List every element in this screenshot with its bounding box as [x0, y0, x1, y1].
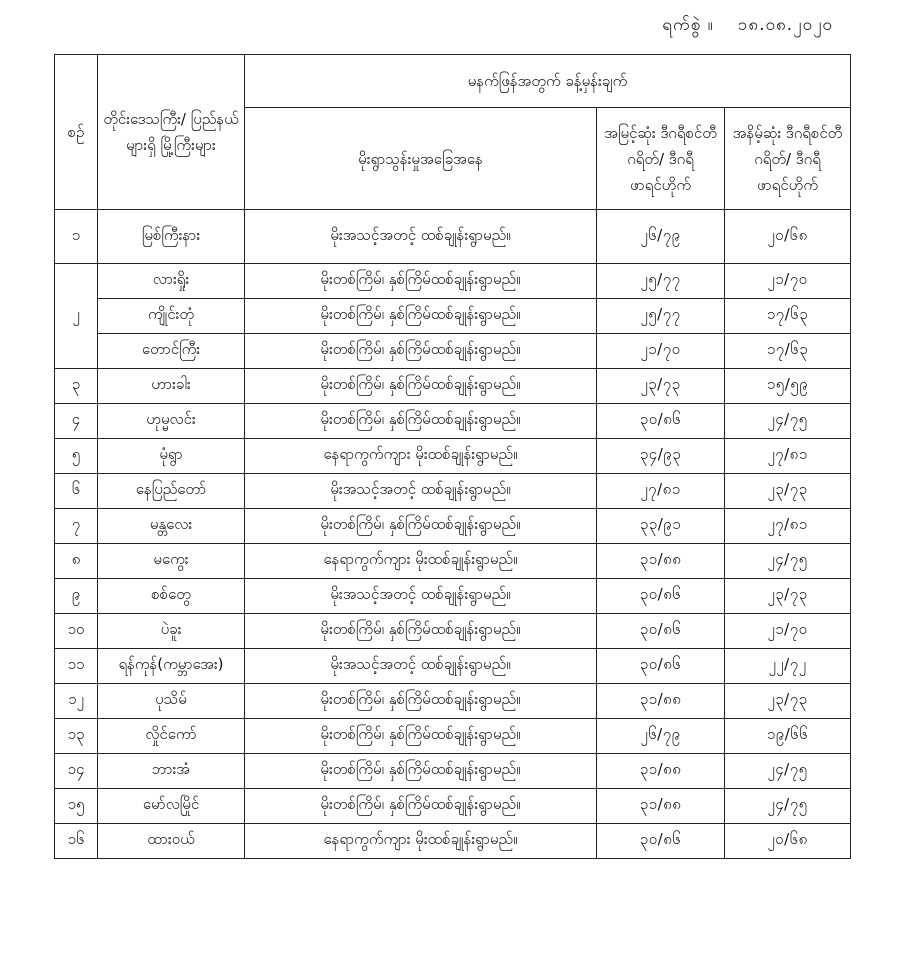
row-min-temp: ၁၅/၅၉ [725, 369, 851, 404]
table-row [55, 789, 851, 824]
table-row [55, 509, 851, 544]
row-city: လှိုင်ကော် [98, 719, 245, 754]
row-min-temp: ၁၇/၆၃ [725, 299, 851, 334]
row-max-temp: ၃၀/၈၆ [597, 404, 725, 439]
row-no: ၃ [55, 369, 98, 404]
row-max-temp: ၂၁/၇၀ [597, 334, 725, 369]
table-row [55, 369, 851, 404]
row-condition: နေရာကွက်ကျား မိုးထစ်ချုန်းရွာမည်။ [245, 544, 597, 579]
row-min-temp: ၂၄/၇၅ [725, 754, 851, 789]
row-condition: မိုးတစ်ကြိမ်၊ နှစ်ကြိမ်ထစ်ချုန်းရွာမည်။ [245, 614, 597, 649]
row-min-temp: ၁၉/၆၆ [725, 719, 851, 754]
table-row [55, 719, 851, 754]
header-max-temp-text: အမြင့်ဆုံး ဒီဂရီစင်တီဂရိတ်/ ဒီဂရီဖာရင်ဟိုက် [604, 123, 717, 194]
row-max-temp: ၃၁/၈၈ [597, 684, 725, 719]
row-no: ၆ [55, 474, 98, 509]
table-row [55, 649, 851, 684]
row-min-temp: ၂၄/၇၅ [725, 404, 851, 439]
row-max-temp: ၂၆/၇၉ [597, 719, 725, 754]
row-no: ၁၁ [55, 649, 98, 684]
row-no: ၁၂ [55, 684, 98, 719]
row-city: မကွေး [98, 544, 245, 579]
row-max-temp: ၂၇/၈၁ [597, 474, 725, 509]
row-city: လားရှိုး [98, 264, 245, 299]
row-city: မုံရွာ [98, 439, 245, 474]
header-condition: မိုးရွာသွန်းမှုအခြေအနေ [245, 108, 597, 210]
header-max-temp [597, 108, 725, 210]
row-no: ၉ [55, 579, 98, 614]
row-city: ပုသိမ် [98, 684, 245, 719]
row-max-temp: ၃၀/၈၆ [597, 579, 725, 614]
row-max-temp: ၂၅/၇၇ [597, 299, 725, 334]
row-max-temp: ၃၀/၈၆ [597, 614, 725, 649]
row-max-temp: ၃၀/၈၆ [597, 649, 725, 684]
header-min-temp-text: အနိမ့်ဆုံး ဒီဂရီစင်တီဂရိတ်/ ဒီဂရီဖာရင်ဟိုက် [732, 123, 843, 194]
row-condition: နေရာကွက်ကျား မိုးထစ်ချုန်းရွာမည်။ [245, 439, 597, 474]
row-condition: မိုးတစ်ကြိမ်၊ နှစ်ကြိမ်ထစ်ချုန်းရွာမည်။ [245, 299, 597, 334]
table-row [55, 334, 851, 369]
row-max-temp: ၂၃/၇၃ [597, 369, 725, 404]
table-row [55, 579, 851, 614]
table-row [55, 824, 851, 859]
row-max-temp: ၃၄/၉၃ [597, 439, 725, 474]
header-min-temp [725, 108, 851, 210]
row-min-temp: ၂၂/၇၂ [725, 649, 851, 684]
header-region [98, 55, 245, 210]
report-date [662, 14, 833, 39]
row-max-temp: ၃၁/၈၈ [597, 544, 725, 579]
row-city: မြစ်ကြီးနား [98, 210, 245, 264]
row-city: ကျိုင်းတုံ [98, 299, 245, 334]
row-condition: နေရာကွက်ကျား မိုးထစ်ချုန်းရွာမည်။ [245, 824, 597, 859]
row-condition: မိုးအသင့်အတင့် ထစ်ချုန်းရွာမည်။ [245, 474, 597, 509]
row-min-temp: ၂၇/၈၁ [725, 509, 851, 544]
table-row [55, 299, 851, 334]
row-condition: မိုးတစ်ကြိမ်၊ နှစ်ကြိမ်ထစ်ချုန်းရွာမည်။ [245, 509, 597, 544]
row-condition: မိုးတစ်ကြိမ်၊ နှစ်ကြိမ်ထစ်ချုန်းရွာမည်။ [245, 404, 597, 439]
row-city: မန္တလေး [98, 509, 245, 544]
row-city: နေပြည်တော် [98, 474, 245, 509]
row-no: ၁၀ [55, 614, 98, 649]
row-condition: မိုးတစ်ကြိမ်၊ နှစ်ကြိမ်ထစ်ချုန်းရွာမည်။ [245, 334, 597, 369]
row-city: ဟားခါး [98, 369, 245, 404]
row-min-temp: ၂၇/၈၁ [725, 439, 851, 474]
row-min-temp: ၂၀/၆၈ [725, 824, 851, 859]
header-region-text: တိုင်းဒေသကြီး/ ပြည်နယ်များရှိ မြို့ကြီးများ [103, 110, 239, 154]
row-min-temp: ၂၃/၇၃ [725, 579, 851, 614]
date-label: ရက်စွဲ ။ [662, 15, 714, 35]
table-row [55, 614, 851, 649]
row-condition: မိုးတစ်ကြိမ်၊ နှစ်ကြိမ်ထစ်ချုန်းရွာမည်။ [245, 684, 597, 719]
date-value: ၁၈.၀၈.၂၀၂၀ [737, 15, 833, 35]
row-no: ၇ [55, 509, 98, 544]
row-max-temp: ၂၆/၇၉ [597, 210, 725, 264]
row-no: ၁၆ [55, 824, 98, 859]
row-condition: မိုးတစ်ကြိမ်၊ နှစ်ကြိမ်ထစ်ချုန်းရွာမည်။ [245, 369, 597, 404]
row-min-temp: ၂၁/၇၀ [725, 614, 851, 649]
row-condition: မိုးတစ်ကြိမ်၊ နှစ်ကြိမ်ထစ်ချုန်းရွာမည်။ [245, 754, 597, 789]
row-city: စစ်တွေ [98, 579, 245, 614]
row-city: ပဲခူး [98, 614, 245, 649]
row-no: ၈ [55, 544, 98, 579]
row-no: ၄ [55, 404, 98, 439]
table-row [55, 544, 851, 579]
row-city: ဟုမ္မလင်း [98, 404, 245, 439]
row-condition: မိုးတစ်ကြိမ်၊ နှစ်ကြိမ်ထစ်ချုန်းရွာမည်။ [245, 264, 597, 299]
table-body [55, 210, 851, 859]
row-city: မော်လမြိုင် [98, 789, 245, 824]
row-condition: မိုးအသင့်အတင့် ထစ်ချုန်းရွာမည်။ [245, 649, 597, 684]
row-max-temp: ၃၃/၉၁ [597, 509, 725, 544]
row-min-temp: ၂၄/၇၅ [725, 789, 851, 824]
row-min-temp: ၁၇/၆၃ [725, 334, 851, 369]
row-city: တောင်ကြီး [98, 334, 245, 369]
row-min-temp: ၂၁/၇၀ [725, 264, 851, 299]
header-forecast-group: မနက်ဖြန်အတွက် ခန့်မှန်းချက် [245, 55, 851, 108]
table-row [55, 210, 851, 264]
row-no: ၁၅ [55, 789, 98, 824]
row-max-temp: ၂၅/၇၇ [597, 264, 725, 299]
row-no: ၂ [55, 264, 98, 369]
row-min-temp: ၂၃/၇၃ [725, 474, 851, 509]
row-city: ဘားအံ [98, 754, 245, 789]
row-no: ၁၄ [55, 754, 98, 789]
row-condition: မိုးအသင့်အတင့် ထစ်ချုန်းရွာမည်။ [245, 210, 597, 264]
table-row [55, 684, 851, 719]
row-no: ၁၃ [55, 719, 98, 754]
row-min-temp: ၂၄/၇၅ [725, 544, 851, 579]
row-max-temp: ၃၁/၈၈ [597, 789, 725, 824]
row-no: ၁ [55, 210, 98, 264]
row-city: ထားဝယ် [98, 824, 245, 859]
row-max-temp: ၃၁/၈၈ [597, 754, 725, 789]
table-row [55, 474, 851, 509]
row-condition: မိုးအသင့်အတင့် ထစ်ချုန်းရွာမည်။ [245, 579, 597, 614]
row-condition: မိုးတစ်ကြိမ်၊ နှစ်ကြိမ်ထစ်ချုန်းရွာမည်။ [245, 719, 597, 754]
row-min-temp: ၂၃/၇၃ [725, 684, 851, 719]
table-header [55, 55, 851, 210]
row-min-temp: ၂၀/၆၈ [725, 210, 851, 264]
row-max-temp: ၃၀/၈၆ [597, 824, 725, 859]
row-city: ရန်ကုန်(ကမ္ဘာအေး) [98, 649, 245, 684]
row-no: ၅ [55, 439, 98, 474]
table-row [55, 439, 851, 474]
table-row [55, 404, 851, 439]
header-no: စဉ် [55, 55, 98, 210]
table-row [55, 754, 851, 789]
table-row [55, 264, 851, 299]
weather-forecast-table [54, 54, 851, 859]
row-condition: မိုးတစ်ကြိမ်၊ နှစ်ကြိမ်ထစ်ချုန်းရွာမည်။ [245, 789, 597, 824]
